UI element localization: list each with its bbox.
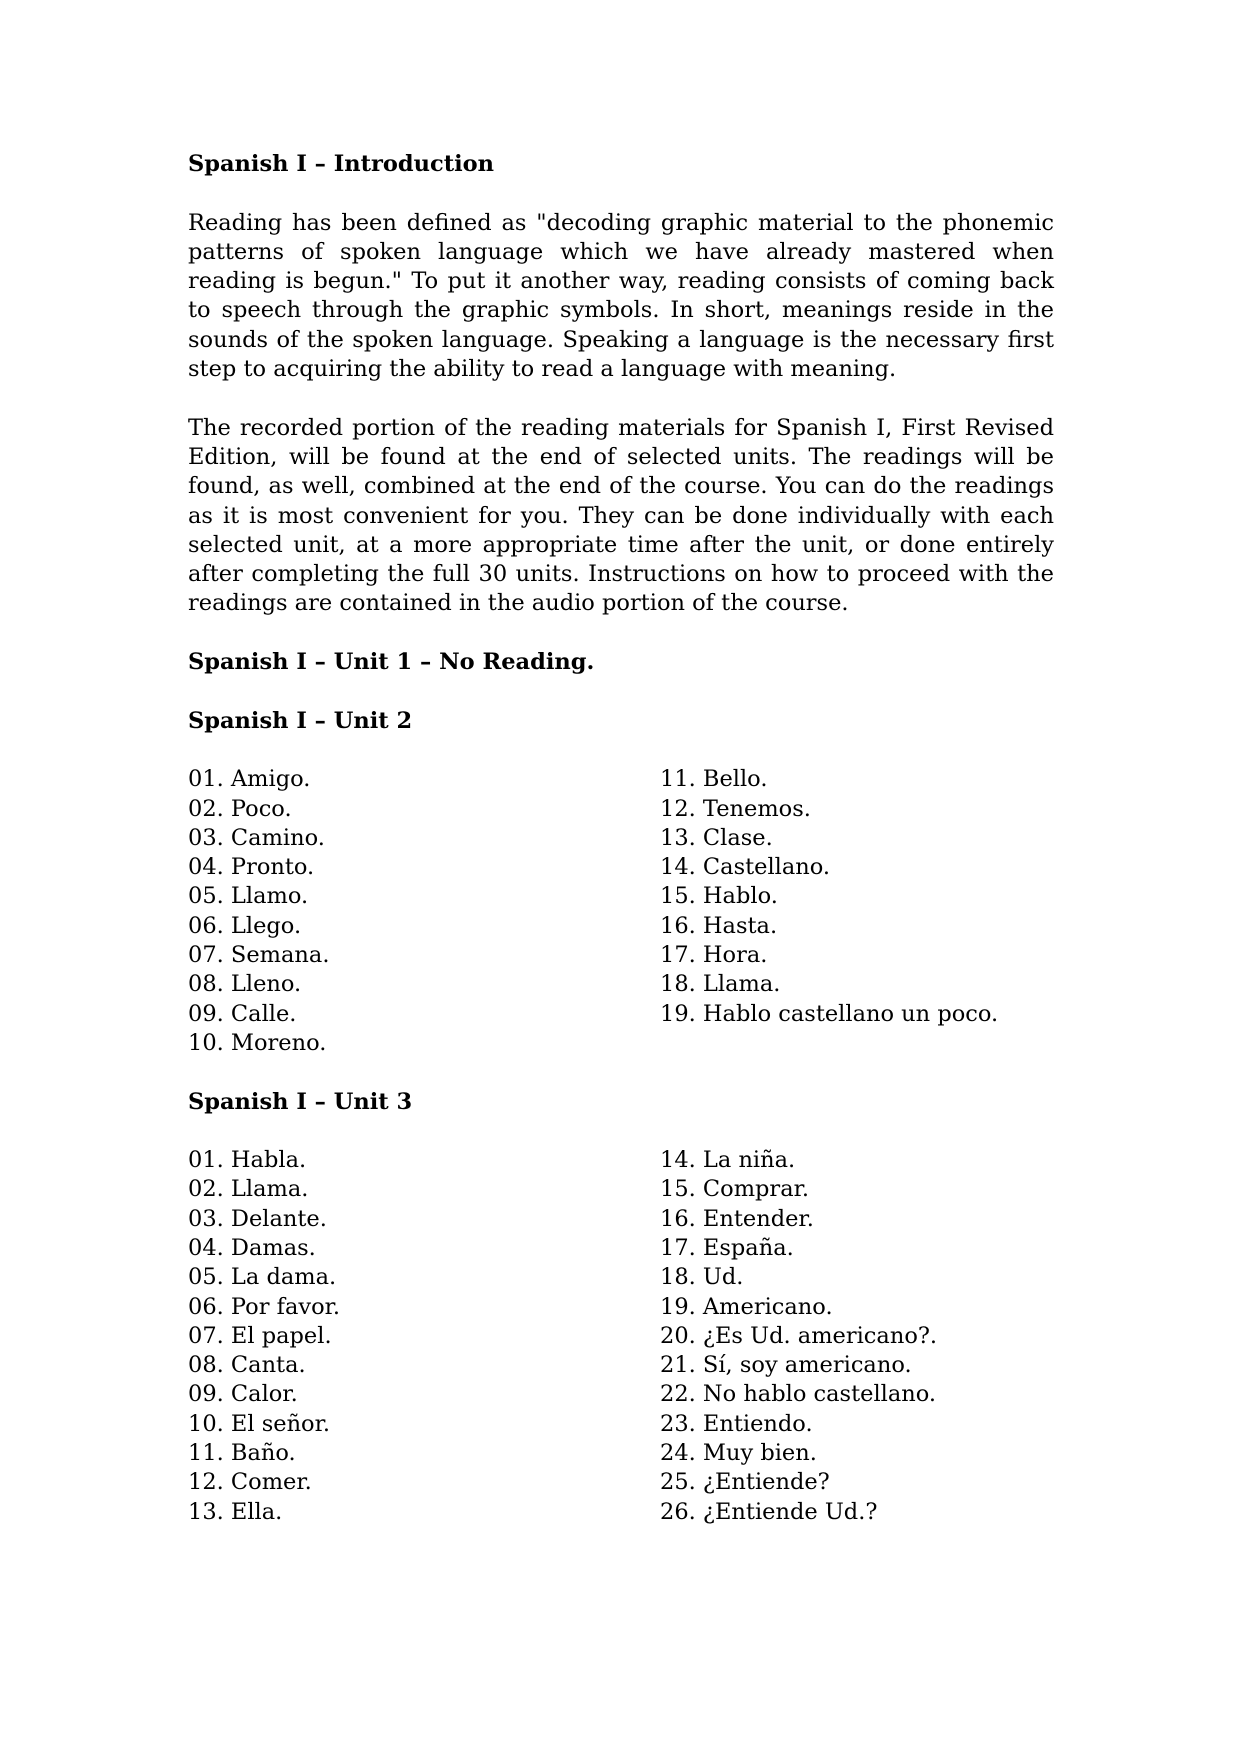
list-item: 02. Poco. bbox=[188, 795, 292, 822]
list-item: 19. Americano. bbox=[660, 1293, 833, 1320]
list-item: 10. Moreno. bbox=[188, 1029, 327, 1056]
list-item: 05. La dama. bbox=[188, 1264, 337, 1291]
document-page bbox=[188, 150, 1054, 1527]
list-item: 14. Castellano. bbox=[660, 854, 831, 881]
list-item: 04. Damas. bbox=[188, 1234, 316, 1261]
list-item: 08. Canta. bbox=[188, 1352, 306, 1379]
list-item: 13. Ella. bbox=[188, 1498, 283, 1525]
list-item: 18. Llama. bbox=[660, 971, 781, 998]
unit2-left-column bbox=[188, 765, 660, 1058]
intro-paragraph-1: Reading has been defined as "decoding graphic material to the phonemic patterns of spoken language which we have already mastered when reading is begun." To put it another way, reading consists of coming back to speech through the graphic symbols. In short, meanings reside in the sounds of the spoken language. Speaking a language is the necessary first step to acquiring the ability to read a language with meaning. bbox=[188, 209, 1054, 383]
list-item: 21. Sí, soy americano. bbox=[660, 1352, 912, 1379]
list-item: 03. Camino. bbox=[188, 824, 325, 851]
list-item: 07. El papel. bbox=[188, 1322, 332, 1349]
unit2-heading: Spanish I – Unit 2 bbox=[188, 707, 413, 734]
unit3-heading: Spanish I – Unit 3 bbox=[188, 1088, 413, 1115]
unit2-right-column bbox=[660, 765, 1054, 1058]
list-item: 04. Pronto. bbox=[188, 854, 315, 881]
list-item: 19. Hablo castellano un poco. bbox=[660, 1000, 999, 1027]
list-item: 23. Entiendo. bbox=[660, 1410, 813, 1437]
intro-paragraph-2: The recorded portion of the reading materials for Spanish I, First Revised Edition, will be found at the end of selected units. The readings will be found, as well, combined at the end of the course. You can do the readings as it is most convenient for you. They can be done individually with each selected unit, at a more appropriate time after the unit, or done entirely after completing the full 30 units. Instructions on how to proceed with the readings are contained in the audio portion of the course. bbox=[188, 414, 1054, 617]
list-item: 14. La niña. bbox=[660, 1147, 796, 1174]
list-item: 24. Muy bien. bbox=[660, 1440, 817, 1467]
unit2-word-list bbox=[188, 765, 1054, 1058]
list-item: 01. Habla. bbox=[188, 1147, 307, 1174]
list-item: 17. España. bbox=[660, 1234, 794, 1261]
list-item: 13. Clase. bbox=[660, 824, 773, 851]
list-item: 09. Calle. bbox=[188, 1000, 297, 1027]
list-item: 06. Por favor. bbox=[188, 1293, 341, 1320]
list-item: 17. Hora. bbox=[660, 942, 768, 969]
list-item: 16. Hasta. bbox=[660, 912, 778, 939]
list-item: 18. Ud. bbox=[660, 1264, 744, 1291]
list-item: 15. Hablo. bbox=[660, 883, 778, 910]
list-item: 22. No hablo castellano. bbox=[660, 1381, 937, 1408]
list-item: 02. Llama. bbox=[188, 1176, 309, 1203]
list-item: 01. Amigo. bbox=[188, 766, 311, 793]
unit3-left-column bbox=[188, 1146, 660, 1527]
unit3-right-column bbox=[660, 1146, 1054, 1527]
list-item: 12. Comer. bbox=[188, 1469, 312, 1496]
list-item: 08. Lleno. bbox=[188, 971, 302, 998]
list-item: 06. Llego. bbox=[188, 912, 302, 939]
list-item: 03. Delante. bbox=[188, 1205, 327, 1232]
list-item: 20. ¿Es Ud. americano?. bbox=[660, 1322, 938, 1349]
intro-heading: Spanish I – Introduction bbox=[188, 151, 495, 177]
unit1-heading: Spanish I – Unit 1 – No Reading. bbox=[188, 649, 595, 676]
list-item: 10. El señor. bbox=[188, 1410, 331, 1437]
list-item: 11. Bello. bbox=[660, 766, 768, 793]
list-item: 11. Baño. bbox=[188, 1440, 296, 1467]
list-item: 26. ¿Entiende Ud.? bbox=[660, 1498, 878, 1525]
list-item: 15. Comprar. bbox=[660, 1176, 810, 1203]
list-item: 25. ¿Entiende? bbox=[660, 1469, 830, 1496]
list-item: 09. Calor. bbox=[188, 1381, 298, 1408]
list-item: 07. Semana. bbox=[188, 942, 330, 969]
unit3-word-list bbox=[188, 1146, 1054, 1527]
list-item: 16. Entender. bbox=[660, 1205, 814, 1232]
list-item: 05. Llamo. bbox=[188, 883, 309, 910]
list-item: 12. Tenemos. bbox=[660, 795, 811, 822]
